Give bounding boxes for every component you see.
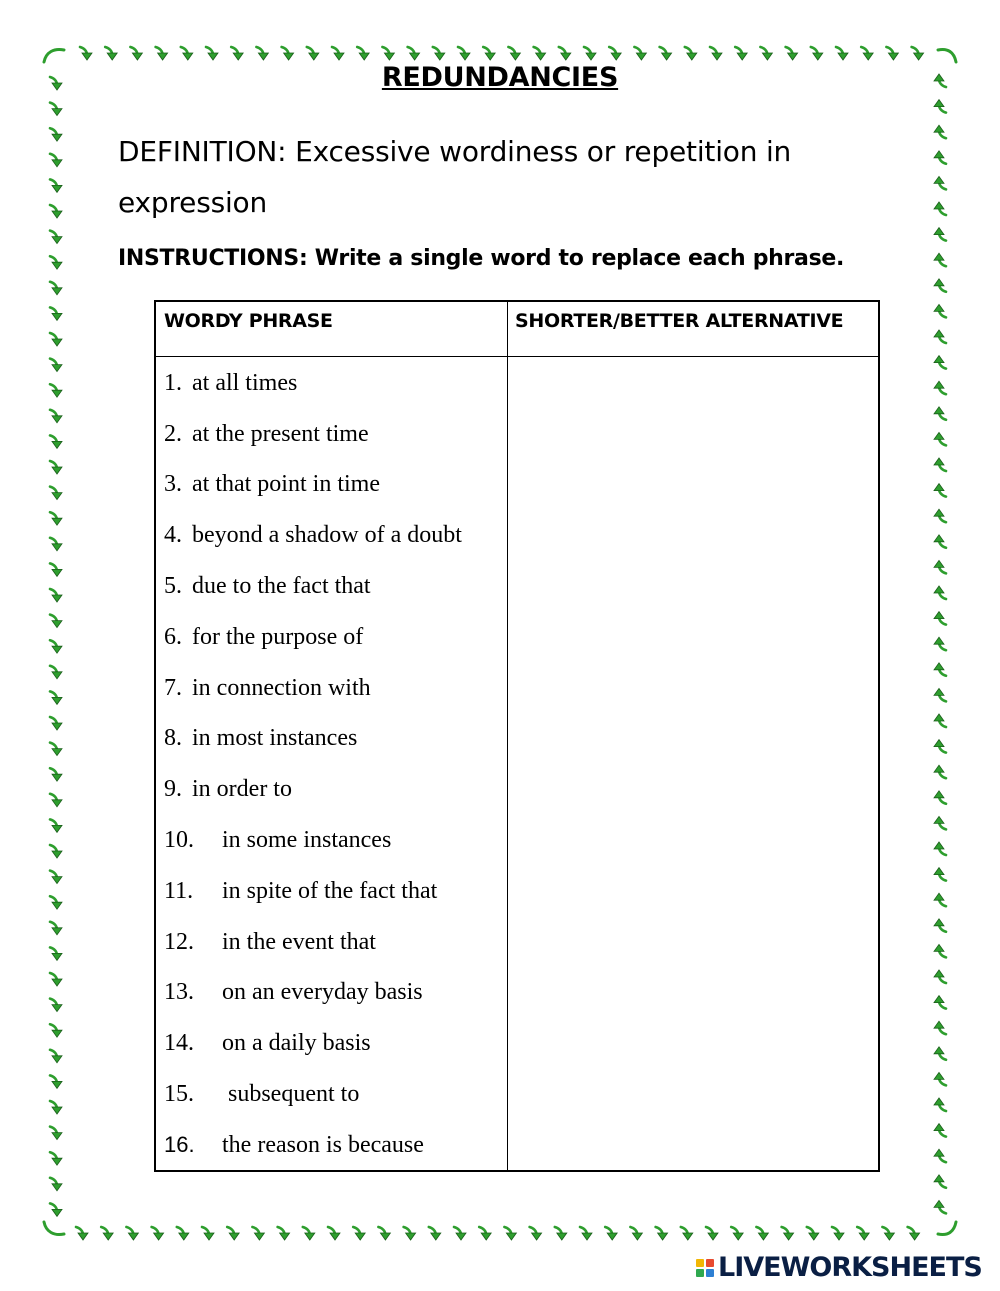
border-arrow-icon [429, 1227, 441, 1240]
table-row [164, 663, 462, 714]
border-arrow-icon [934, 714, 946, 727]
border-arrow-icon [307, 47, 319, 60]
brand-logo [696, 1252, 982, 1283]
border-arrow-icon [609, 47, 621, 60]
border-arrow-icon [934, 586, 946, 599]
border-arrow-icon [934, 1021, 946, 1034]
border-arrow-icon [50, 538, 62, 551]
wordy-phrase: due to the fact that [192, 573, 371, 600]
border-corner-icon [938, 50, 956, 63]
border-arrow-icon [50, 1075, 62, 1088]
border-arrow-icon [458, 47, 470, 60]
border-arrow-icon [934, 560, 946, 573]
border-arrow-icon [934, 253, 946, 266]
border-arrow-icon [50, 359, 62, 372]
wordy-phrase: on a daily basis [222, 1030, 371, 1057]
row-number: 11. [164, 877, 194, 904]
wordy-phrase: in order to [192, 776, 292, 803]
border-arrow-icon [483, 47, 495, 60]
border-arrow-icon [50, 307, 62, 320]
border-arrow-icon [710, 47, 722, 60]
border-arrow-icon [934, 176, 946, 189]
border-arrow-icon [934, 944, 946, 957]
wordy-phrase: on an everyday basis [222, 979, 423, 1006]
border-arrow-icon [231, 47, 243, 60]
border-arrow-icon [760, 47, 772, 60]
wordy-phrase: beyond a shadow of a doubt [192, 522, 462, 549]
logo-square [696, 1259, 704, 1267]
border-arrow-icon [934, 509, 946, 522]
border-arrow-icon [934, 919, 946, 932]
wordy-phrase: in connection with [192, 674, 371, 701]
border-arrow-icon [50, 973, 62, 986]
border-arrow-icon [934, 432, 946, 445]
border-arrow-icon [782, 1227, 794, 1240]
border-arrow-icon [559, 47, 571, 60]
table-row [164, 510, 462, 561]
border-arrow-icon [934, 612, 946, 625]
border-arrow-icon [433, 47, 445, 60]
border-arrow-icon [206, 47, 218, 60]
border-arrow-icon [278, 1227, 290, 1240]
border-arrow-icon [934, 688, 946, 701]
border-arrow-icon [105, 47, 117, 60]
border-arrow-icon [328, 1227, 340, 1240]
border-arrow-icon [934, 125, 946, 138]
border-arrow-icon [50, 768, 62, 781]
border-arrow-icon [555, 1227, 567, 1240]
row-number: 10. [164, 827, 194, 854]
row-number: 13. [164, 979, 194, 1006]
border-arrow-icon [861, 47, 873, 60]
table-row [164, 1120, 462, 1171]
row-number: 6. [164, 623, 182, 650]
border-arrow-icon [934, 304, 946, 317]
border-arrow-icon [934, 151, 946, 164]
table-row [164, 561, 462, 612]
border-arrow-icon [152, 1227, 164, 1240]
border-arrow-icon [934, 637, 946, 650]
border-arrow-icon [404, 1227, 416, 1240]
row-number: 8. [164, 725, 182, 752]
border-arrow-icon [50, 947, 62, 960]
header-alternative: SHORTER/BETTER ALTERNATIVE [515, 310, 844, 332]
border-arrow-icon [508, 47, 520, 60]
table-row [164, 968, 462, 1019]
border-arrow-icon [50, 845, 62, 858]
border-arrow-icon [50, 1203, 62, 1216]
border-arrow-icon [50, 1152, 62, 1165]
border-arrow-icon [378, 1227, 390, 1240]
border-arrow-icon [934, 1200, 946, 1213]
border-arrow-icon [934, 484, 946, 497]
border-arrow-icon [934, 202, 946, 215]
border-arrow-icon [934, 1124, 946, 1137]
border-arrow-icon [50, 512, 62, 525]
row-number: 15. [164, 1081, 194, 1108]
table-row [164, 866, 462, 917]
border-arrow-icon [50, 640, 62, 653]
border-arrow-icon [832, 1227, 844, 1240]
border-arrow-icon [282, 47, 294, 60]
border-arrow-icon [50, 999, 62, 1012]
border-arrow-icon [156, 47, 168, 60]
border-arrow-icon [50, 1050, 62, 1063]
border-arrow-icon [353, 1227, 365, 1240]
border-arrow-icon [934, 791, 946, 804]
border-arrow-icon [857, 1227, 869, 1240]
border-arrow-icon [50, 461, 62, 474]
border-arrow-icon [735, 47, 747, 60]
border-arrow-icon [630, 1227, 642, 1240]
border-arrow-icon [634, 47, 646, 60]
border-arrow-icon [50, 717, 62, 730]
border-arrow-icon [934, 100, 946, 113]
border-arrow-icon [181, 47, 193, 60]
border-arrow-icon [580, 1227, 592, 1240]
header-divider [156, 356, 878, 357]
border-arrow-icon [934, 893, 946, 906]
wordy-phrase: in the event that [222, 928, 376, 955]
border-arrow-icon [50, 896, 62, 909]
liveworksheets-mark-icon [696, 1259, 714, 1277]
row-number: 2. [164, 420, 182, 447]
border-arrow-icon [227, 1227, 239, 1240]
border-arrow-icon [256, 47, 268, 60]
border-arrow-icon [934, 458, 946, 471]
border-arrow-icon [656, 1227, 668, 1240]
border-arrow-icon [534, 47, 546, 60]
logo-square [706, 1259, 714, 1267]
border-arrow-icon [50, 435, 62, 448]
table-row [164, 1069, 462, 1120]
border-arrow-icon [50, 1178, 62, 1191]
table-row [164, 815, 462, 866]
border-arrow-icon [934, 279, 946, 292]
border-arrow-icon [50, 128, 62, 141]
border-arrow-icon [50, 410, 62, 423]
border-arrow-icon [584, 47, 596, 60]
column-divider [507, 302, 508, 1170]
table-row [164, 1018, 462, 1069]
instructions-text: INSTRUCTIONS: Write a single word to replace each phrase. [118, 246, 845, 271]
wordy-phrase: in spite of the fact that [222, 877, 438, 904]
border-arrow-icon [934, 842, 946, 855]
border-arrow-icon [382, 47, 394, 60]
border-arrow-icon [50, 589, 62, 602]
wordy-phrase: at all times [192, 369, 298, 396]
row-number: 7. [164, 674, 182, 701]
row-number: 16. [164, 1132, 195, 1158]
table-row [164, 764, 462, 815]
border-arrow-icon [479, 1227, 491, 1240]
border-arrow-icon [50, 154, 62, 167]
table-row [164, 917, 462, 968]
border-arrow-icon [934, 740, 946, 753]
border-arrow-icon [681, 1227, 693, 1240]
border-arrow-icon [50, 871, 62, 884]
border-arrow-icon [50, 1024, 62, 1037]
border-arrow-icon [50, 282, 62, 295]
border-arrow-icon [252, 1227, 264, 1240]
border-arrow-icon [934, 330, 946, 343]
border-arrow-icon [934, 356, 946, 369]
row-number: 5. [164, 573, 182, 600]
border-arrow-icon [530, 1227, 542, 1240]
border-arrow-icon [101, 1227, 113, 1240]
border-arrow-icon [50, 922, 62, 935]
border-arrow-icon [934, 228, 946, 241]
border-arrow-icon [50, 743, 62, 756]
border-arrow-icon [332, 47, 344, 60]
redundancy-table [154, 300, 880, 1172]
border-arrow-icon [177, 1227, 189, 1240]
border-arrow-icon [934, 868, 946, 881]
header-wordy-phrase: WORDY PHRASE [164, 310, 333, 332]
wordy-phrase: in most instances [192, 725, 358, 752]
border-arrow-icon [50, 256, 62, 269]
border-arrow-icon [934, 996, 946, 1009]
border-arrow-icon [50, 205, 62, 218]
border-arrow-icon [408, 47, 420, 60]
border-arrow-icon [934, 1175, 946, 1188]
border-arrow-icon [706, 1227, 718, 1240]
border-arrow-icon [50, 563, 62, 576]
table-row [164, 409, 462, 460]
row-number: 4. [164, 522, 182, 549]
border-corner-icon [44, 50, 64, 63]
definition-text: DEFINITION: Excessive wordiness or repetition in expression [118, 135, 792, 219]
phrase-list [164, 358, 462, 1171]
brand-name: LIVEWORKSHEETS [718, 1252, 982, 1283]
row-number: 12. [164, 928, 194, 955]
border-arrow-icon [934, 970, 946, 983]
table-row [164, 358, 462, 409]
border-arrow-icon [504, 1227, 516, 1240]
border-arrow-icon [50, 103, 62, 116]
border-arrow-icon [934, 1047, 946, 1060]
border-arrow-icon [202, 1227, 214, 1240]
border-arrow-icon [50, 666, 62, 679]
border-arrow-icon [50, 231, 62, 244]
table-row [164, 460, 462, 511]
border-arrow-icon [50, 615, 62, 628]
border-arrow-icon [126, 1227, 138, 1240]
border-arrow-icon [908, 1227, 920, 1240]
border-arrow-icon [934, 1072, 946, 1085]
border-arrow-icon [934, 1149, 946, 1162]
border-arrow-icon [912, 47, 924, 60]
border-arrow-icon [934, 381, 946, 394]
border-arrow-icon [50, 819, 62, 832]
row-number: 14. [164, 1030, 194, 1057]
border-arrow-icon [303, 1227, 315, 1240]
wordy-phrase: subsequent to [222, 1081, 360, 1108]
wordy-phrase: the reason is because [222, 1131, 424, 1158]
border-arrow-icon [454, 1227, 466, 1240]
border-arrow-icon [934, 1098, 946, 1111]
border-arrow-icon [811, 47, 823, 60]
border-arrow-icon [886, 47, 898, 60]
border-arrow-icon [50, 487, 62, 500]
border-arrow-icon [882, 1227, 894, 1240]
border-arrow-icon [50, 794, 62, 807]
border-arrow-icon [934, 816, 946, 829]
border-arrow-icon [50, 333, 62, 346]
border-arrow-icon [50, 1101, 62, 1114]
row-number: 9. [164, 776, 182, 803]
logo-square [706, 1269, 714, 1277]
border-arrow-icon [934, 765, 946, 778]
wordy-phrase: at that point in time [192, 471, 380, 498]
border-arrow-icon [731, 1227, 743, 1240]
border-arrow-icon [80, 47, 92, 60]
logo-square [696, 1269, 704, 1277]
wordy-phrase: for the purpose of [192, 623, 364, 650]
border-arrow-icon [50, 179, 62, 192]
border-arrow-icon [76, 1227, 88, 1240]
border-arrow-icon [934, 663, 946, 676]
border-arrow-icon [934, 407, 946, 420]
wordy-phrase: at the present time [192, 420, 369, 447]
border-arrow-icon [807, 1227, 819, 1240]
border-arrow-icon [934, 535, 946, 548]
page-title: REDUNDANCIES [381, 62, 619, 93]
border-arrow-icon [605, 1227, 617, 1240]
row-number: 1. [164, 369, 182, 396]
border-corner-icon [44, 1222, 64, 1235]
border-arrow-icon [756, 1227, 768, 1240]
border-arrow-icon [836, 47, 848, 60]
border-arrow-icon [786, 47, 798, 60]
table-row [164, 714, 462, 765]
border-arrow-icon [357, 47, 369, 60]
border-arrow-icon [50, 384, 62, 397]
table-row [164, 612, 462, 663]
border-arrow-icon [130, 47, 142, 60]
border-arrow-icon [50, 691, 62, 704]
row-number: 3. [164, 471, 182, 498]
wordy-phrase: in some instances [222, 827, 392, 854]
border-arrow-icon [685, 47, 697, 60]
border-corner-icon [938, 1222, 956, 1235]
border-arrow-icon [660, 47, 672, 60]
border-arrow-icon [50, 1127, 62, 1140]
